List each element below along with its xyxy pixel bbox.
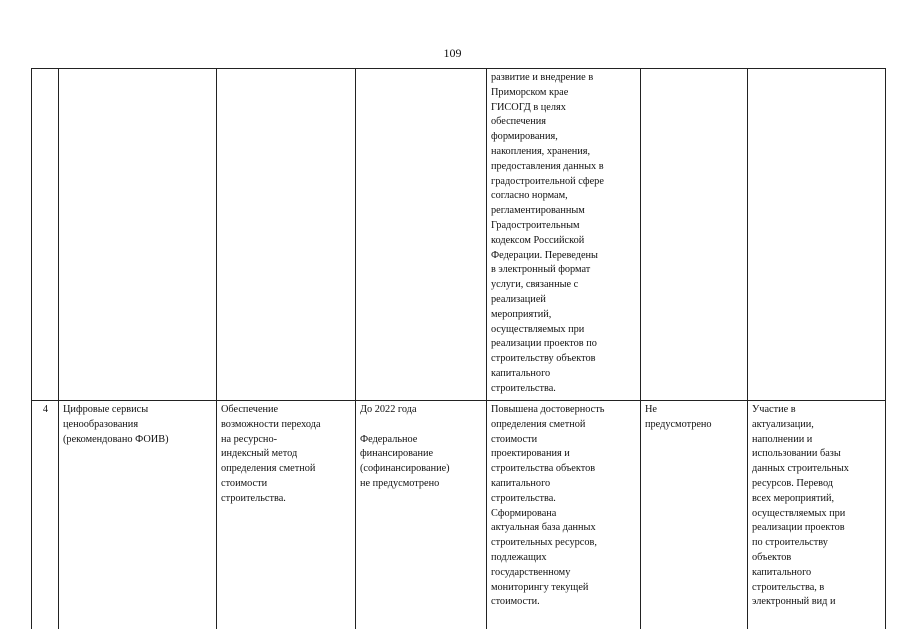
financing-text: Федеральное финансирование (софинансирование) не предусмотрено <box>360 433 450 489</box>
deadline-text: До 2022 года <box>360 404 417 415</box>
service-name-cell <box>59 69 217 401</box>
result-cell: развитие и внедрение в Приморском крае ГИСОГД в целях обеспечения формирования, накопления, хранения, предоставления данных в градостроительной сфере согласно нормам, регламентированным Градостроительным кодексом Российской Федерации. Переведены в электронный формат услуги, связанные с реализацией мероприятий, осуществляемых при реализации проектов по строительству объектов капитального строительства. <box>487 69 641 401</box>
row-number-cell: 4 <box>32 401 59 630</box>
deadline-financing-cell <box>356 401 487 630</box>
column-6-cell <box>641 69 748 401</box>
task-cell: Обеспечение возможности перехода на ресурсно- индексный метод определения сметной стоимости строительства. <box>217 401 356 630</box>
spacer <box>360 418 483 433</box>
task-cell <box>217 69 356 401</box>
table-row <box>32 69 886 401</box>
row-number-cell <box>32 69 59 401</box>
document-table <box>31 68 886 629</box>
table-row <box>32 401 886 630</box>
service-name-cell: Цифровые сервисы ценообразования (рекомендовано ФОИВ) <box>59 401 217 630</box>
column-7-cell: Участие в актуализации, наполнении и использовании базы данных строительных ресурсов. Перевод всех мероприятий, осуществляемых при реализации проектов по строительству объектов капитального строительства, в электронный вид и <box>748 401 886 630</box>
deadline-financing-cell <box>356 69 487 401</box>
result-cell: Повышена достоверность определения сметной стоимости проектирования и строительства объектов капитального строительства. Сформирована актуальная база данных строительных ресурсов, подлежащих государственному мониторингу текущей стоимости. <box>487 401 641 630</box>
page-number: 109 <box>443 46 462 60</box>
column-7-cell <box>748 69 886 401</box>
column-6-cell: Не предусмотрено <box>641 401 748 630</box>
